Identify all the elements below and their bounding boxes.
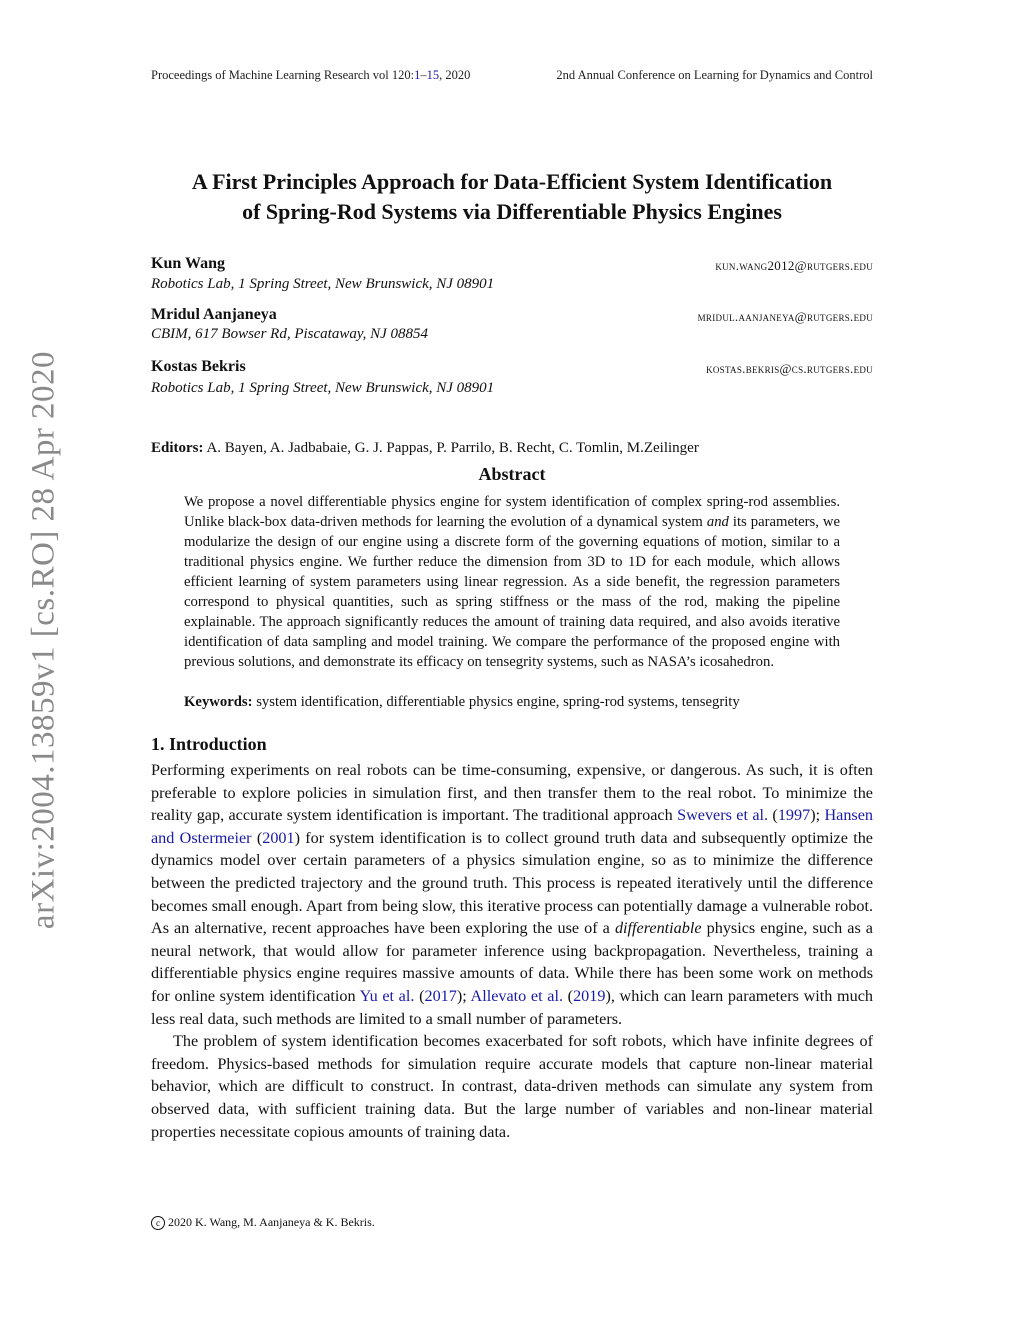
running-header-right: 2nd Annual Conference on Learning for Dynamics and Control: [556, 68, 873, 82]
author-email-3[interactable]: kostas.bekris@cs.rutgers.edu: [706, 361, 873, 376]
abstract-heading: Abstract: [478, 464, 546, 484]
citation-swevers[interactable]: Swevers et al.: [677, 806, 769, 825]
editors-names: A. Bayen, A. Jadbabaie, G. J. Pappas, P. Parrilo, B. Recht, C. Tomlin, M.Zeilinger: [206, 440, 699, 456]
keywords-text: system identification, differentiable physics engine, spring-rod systems, tensegrity: [256, 694, 740, 710]
copyright-notice: [151, 1215, 375, 1230]
citation-swevers-year[interactable]: 1997: [777, 806, 811, 825]
section-heading-introduction: 1. Introduction: [151, 734, 267, 754]
paper-title: [100, 167, 924, 227]
author-affiliation-3: Robotics Lab, 1 Spring Street, New Brunswick, NJ 08901: [151, 380, 495, 396]
author-name-2: Mridul Aanjaneya: [151, 306, 277, 323]
keywords-line: [184, 694, 840, 711]
editors-label: Editors:: [151, 440, 204, 456]
first-page-link[interactable]: 1: [414, 68, 421, 82]
author-name-1: Kun Wang: [151, 255, 225, 272]
citation-allevato-year[interactable]: 2019: [573, 986, 606, 1005]
author-affiliation-1: Robotics Lab, 1 Spring Street, New Brunswick, NJ 08901: [151, 276, 495, 292]
arxiv-identifier-stamp: arXiv:2004.13859v1 [cs.RO] 28 Apr 2020: [25, 350, 62, 930]
running-header-left: Proceedings of Machine Learning Research vol 120:1–15, 2020: [151, 68, 471, 82]
intro-paragraph-2: The problem of system identification becomes exacerbated for soft robots, which have infinite degrees of freedom. Physics-based methods for simulation require accurate models that capture non-linear material behavior, which are difficult to construct. In contrast, data-driven methods can simulate any system from observed data, with sufficient training data. But the large number of variables and non-linear material properties necessitate copious amounts of training data.: [151, 1032, 873, 1141]
citation-hansen-year[interactable]: 2001: [262, 828, 295, 847]
citation-yu[interactable]: Yu et al.: [359, 986, 415, 1005]
author-name-3: Kostas Bekris: [151, 358, 246, 375]
citation-yu-year[interactable]: 2017: [424, 986, 457, 1005]
abstract-body: We propose a novel differentiable physics engine for system identification of complex spring-rod assemblies. Unlike black-box data-driven methods for learning the evolution of a dynamical system and its parameters, we modularize the design of our engine using a discrete form of the governing equations of motion, similar to a traditional physics engine. We further reduce the dimension from 3D to 1D for each module, which allows efficient learning of system parameters using linear regression. As a side benefit, the regression parameters correspond to physical quantities, such as spring stiffness or the mass of the rod, making the pipeline explainable. The approach significantly reduces the amount of training data required, and also avoids iterative identification of data sampling and model training. We compare the performance of the proposed engine with previous solutions, and demonstrate its efficacy on tensegrity systems, such as NASA’s icosahedron.: [184, 494, 840, 670]
editors-line: [151, 440, 699, 457]
citation-hansen[interactable]: Hansen and Ostermeier: [151, 806, 874, 847]
copyright-text: 2020 K. Wang, M. Aanjaneya & K. Bekris.: [168, 1215, 375, 1229]
intro-paragraph-1: Performing experiments on real robots can be time-consuming, expensive, or dangerous. As such, it is often preferable to explore policies in simulation first, and then transfer them to the real robot. To minimize the reality gap, accurate system identification is important. The traditional approach Swevers et al. (1997); Hansen and Ostermeier (2001) for system identification is to collect ground truth data and subsequently optimize the dynamics model over certain parameters of a physics simulation engine, so as to minimize the difference between the predicted trajectory and the ground truth. This process is repeated iteratively until the difference becomes small enough. Apart from being slow, this iterative process can potentially damage a vulnerable robot. As an alternative, recent approaches have been exploring the use of a differentiable physics engine, such as a neural network, that would allow for parameter inference using backpropagation. Nevertheless, training a differentiable physics engine requires massive amounts of data. While there has been some work on methods for online system identification Yu et al. (2017); Allevato et al. (2019), which can learn parameters with much less real data, such methods are limited to a small number of parameters.: [151, 761, 874, 1028]
keywords-label: Keywords:: [184, 694, 253, 710]
author-email-2[interactable]: mridul.aanjaneya@rutgers.edu: [697, 309, 873, 324]
copyright-symbol: c: [151, 1216, 165, 1230]
last-page-link[interactable]: 15: [426, 68, 440, 82]
citation-allevato[interactable]: Allevato et al.: [470, 986, 563, 1005]
author-affiliation-2: CBIM, 617 Bowser Rd, Piscataway, NJ 08854: [151, 326, 429, 342]
title-line-1: A First Principles Approach for Data-Efficient System Identification: [191, 169, 833, 194]
author-email-1[interactable]: kun.wang2012@rutgers.edu: [715, 258, 873, 273]
introduction-body: [151, 759, 873, 1143]
title-line-2: of Spring-Rod Systems via Differentiable Physics Engines: [242, 199, 782, 224]
